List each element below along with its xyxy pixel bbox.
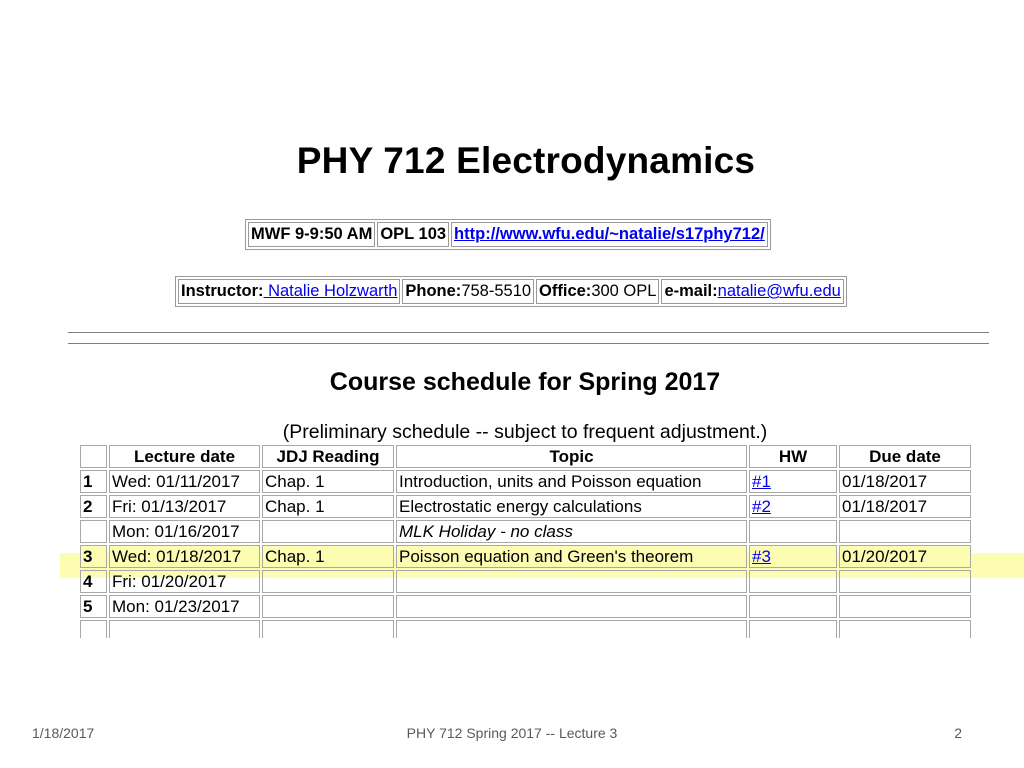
topic (396, 570, 747, 593)
page-title: PHY 712 Electrodynamics (296, 140, 756, 181)
lecture-date: Fri: 01/13/2017 (109, 495, 260, 518)
lecture-number (80, 520, 107, 543)
schedule-note: (Preliminary schedule -- subject to frequent adjustment.) (282, 421, 768, 443)
reading: Chap. 1 (262, 495, 394, 518)
phone-cell (402, 279, 534, 304)
reading (262, 570, 394, 593)
hw-cell (749, 595, 837, 618)
hw-link[interactable]: #2 (752, 496, 771, 516)
lecture-number: 3 (80, 545, 107, 568)
phone-value: 758-5510 (461, 282, 532, 300)
phone-label: Phone: (405, 282, 462, 300)
table-row (80, 470, 971, 493)
topic: Electrostatic energy calculations (396, 495, 747, 518)
schedule-header-row (80, 445, 971, 468)
lecture-date: Fri: 01/20/2017 (109, 570, 260, 593)
hw-cell (749, 495, 837, 518)
class-room: OPL 103 (377, 222, 449, 247)
instructor-cell (178, 279, 400, 304)
topic: Poisson equation and Green's theorem (396, 545, 747, 568)
due-date: 01/18/2017 (839, 495, 971, 518)
due-date: 01/18/2017 (839, 470, 971, 493)
table-row (80, 595, 971, 618)
col-header-topic: Topic (396, 445, 747, 468)
col-header-number (80, 445, 107, 468)
class-time: MWF 9-9:50 AM (248, 222, 375, 247)
hw-link[interactable]: #3 (752, 546, 771, 566)
lecture-date: Wed: 01/18/2017 (109, 545, 260, 568)
col-header-lecture-date: Lecture date (109, 445, 260, 468)
hw-cell (749, 545, 837, 568)
reading: Chap. 1 (262, 470, 394, 493)
course-url-cell (451, 222, 768, 247)
email-cell (661, 279, 843, 304)
schedule-title: Course schedule for Spring 2017 (329, 368, 721, 396)
col-header-due-date: Due date (839, 445, 971, 468)
instructor-label: Instructor: (181, 282, 264, 300)
topic (396, 595, 747, 618)
slide-crop-mask (60, 638, 1024, 768)
col-header-reading: JDJ Reading (262, 445, 394, 468)
hw-cell (749, 570, 837, 593)
hw-cell (749, 520, 837, 543)
table-row (80, 495, 971, 518)
footer-title: PHY 712 Spring 2017 -- Lecture 3 (406, 725, 618, 741)
lecture-number: 5 (80, 595, 107, 618)
lecture-date: Mon: 01/16/2017 (109, 520, 260, 543)
instructor-info-table (175, 276, 847, 307)
table-row (80, 570, 971, 593)
hw-cell (749, 470, 837, 493)
course-info-table (245, 219, 771, 250)
office-label: Office: (539, 282, 592, 300)
topic: Introduction, units and Poisson equation (396, 470, 747, 493)
course-url-link[interactable]: http://www.wfu.edu/~natalie/s17phy712/ (454, 225, 765, 243)
due-date (839, 595, 971, 618)
divider-bottom (68, 343, 989, 344)
office-cell (536, 279, 659, 304)
reading: Chap. 1 (262, 545, 394, 568)
due-date (839, 520, 971, 543)
footer-page-number: 2 (954, 725, 962, 741)
email-label: e-mail: (664, 282, 718, 300)
lecture-number: 4 (80, 570, 107, 593)
divider-top (68, 332, 989, 333)
instructor-name-link[interactable]: Natalie Holzwarth (263, 282, 398, 300)
lecture-number: 1 (80, 470, 107, 493)
due-date (839, 570, 971, 593)
lecture-number: 2 (80, 495, 107, 518)
lecture-date: Mon: 01/23/2017 (109, 595, 260, 618)
col-header-hw: HW (749, 445, 837, 468)
office-value: 300 OPL (591, 282, 657, 300)
schedule-table (78, 443, 973, 645)
due-date: 01/20/2017 (839, 545, 971, 568)
table-row (80, 520, 971, 543)
table-row-current (80, 545, 971, 568)
reading (262, 520, 394, 543)
lecture-date: Wed: 01/11/2017 (109, 470, 260, 493)
email-link[interactable]: natalie@wfu.edu (717, 282, 841, 300)
footer-date: 1/18/2017 (32, 725, 95, 741)
topic: MLK Holiday - no class (396, 520, 747, 543)
hw-link[interactable]: #1 (752, 471, 771, 491)
reading (262, 595, 394, 618)
